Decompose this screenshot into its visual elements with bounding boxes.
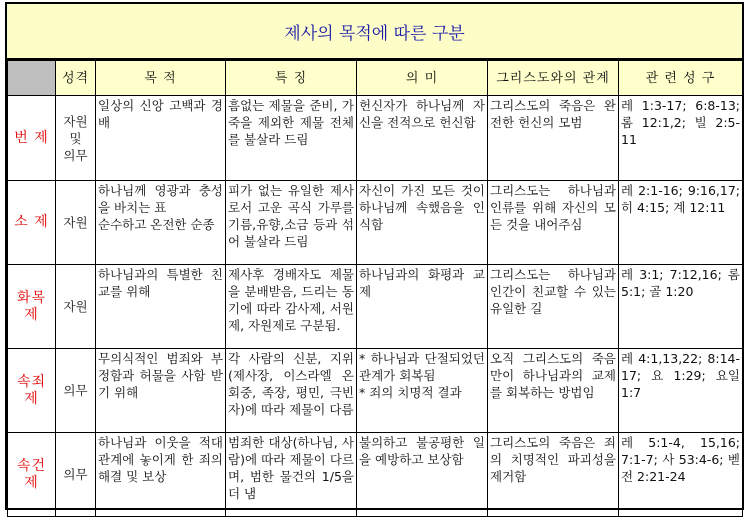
nature-cell: 자원 [56, 181, 96, 265]
nature-cell: 의무 [56, 349, 96, 433]
verses-cell: 레 2:1-16; 9:16,17; 히 4:15; 계 12:11 [619, 181, 743, 265]
page-title: 제사의 목적에 따른 구분 [7, 4, 742, 60]
purpose-cell: 하나님과의 특별한 친교를 위해 [96, 265, 226, 349]
purpose-cell: 무의식적인 범죄와 부정함과 허물을 사함 받기 위해 [96, 349, 226, 433]
christ-relation-cell: 그리스도는 하나님과 인간이 친교할 수 있는 유일한 길 [488, 265, 619, 349]
sacrifice-name: 속죄제 [8, 349, 56, 433]
table-row [8, 433, 743, 517]
sacrifice-name: 속건제 [8, 433, 56, 517]
nature-cell: 의무 [56, 433, 96, 517]
sacrifice-name: 화목제 [8, 265, 56, 349]
feature-cell: 범죄한 대상(하나님, 사람)에 따라 제물이 다르며, 범한 물건의 1/5을 더 냄 [226, 433, 357, 517]
meaning-cell: * 하나님과 단절되었던 관계가 회복됨 * 죄의 치명적 결과 [357, 349, 488, 433]
nature-cell: 자원 [56, 265, 96, 349]
table-row [8, 96, 743, 181]
meaning-cell: 자신이 가진 모든 것이 하나님께 속했음을 인식함 [357, 181, 488, 265]
verses-cell: 레 3:1; 7:12,16; 롬 5:1; 골 1:20 [619, 265, 743, 349]
purpose-cell: 일상의 신앙 고백과 경배 [96, 96, 226, 181]
sacrifice-name: 소 제 [8, 181, 56, 265]
purpose-cell: 하나님과 이웃을 적대관계에 놓이게 한 죄의 해결 및 보상 [96, 433, 226, 517]
sacrifice-table [7, 60, 743, 517]
header-corner-cell [8, 61, 56, 96]
header-purpose: 목 적 [96, 61, 226, 96]
christ-relation-cell: 그리스도의 죽음은 죄의 치명적인 파괴성을 제거함 [488, 433, 619, 517]
feature-cell: 제사후 경배자도 제물을 분배받음, 드리는 동기에 따라 감사제, 서원제, 자원제로 구분됨. [226, 265, 357, 349]
feature-cell: 흠없는 제물을 준비, 가죽을 제외한 제물 전체를 불살라 드림 [226, 96, 357, 181]
meaning-cell: 하나님과의 화평과 교제 [357, 265, 488, 349]
table-row [8, 181, 743, 265]
feature-cell: 각 사람의 신분, 지위(제사장, 이스라엘 온 회중, 족장, 평민, 극빈자)에 따라 제물이 다름 [226, 349, 357, 433]
verses-cell: 레 1:3-17; 6:8-13; 롬 12:1,2; 빌 2:5-11 [619, 96, 743, 181]
header-meaning: 의 미 [357, 61, 488, 96]
nature-cell: 자원 및 의무 [56, 96, 96, 181]
table-row [8, 265, 743, 349]
christ-relation-cell: 오직 그리스도의 죽음만이 하나님과의 교제를 회복하는 방법임 [488, 349, 619, 433]
sacrifice-name: 번 제 [8, 96, 56, 181]
sacrifice-table-sheet [5, 2, 744, 510]
verses-cell: 레 5:1-4, 15,16; 7:1-7; 사 53:4-6; 벧전 2:21-24 [619, 433, 743, 517]
table-row [8, 349, 743, 433]
purpose-cell: 하나님께 영광과 충성을 바치는 표 순수하고 온전한 순종 [96, 181, 226, 265]
meaning-cell: 헌신자가 하나님께 자신을 전적으로 헌신함 [357, 96, 488, 181]
christ-relation-cell: 그리스도의 죽음은 완전한 헌신의 모범 [488, 96, 619, 181]
header-nature: 성격 [56, 61, 96, 96]
header-verses: 관 련 성 구 [619, 61, 743, 96]
meaning-cell: 불의하고 불공평한 일을 예방하고 보상함 [357, 433, 488, 517]
header-feature: 특 징 [226, 61, 357, 96]
header-christ-relation: 그리스도와의 관계 [488, 61, 619, 96]
verses-cell: 레 4:1,13,22; 8:14-17; 요 1:29; 요일 1:7 [619, 349, 743, 433]
christ-relation-cell: 그리스도는 하나님과 인류를 위해 자신의 모든 것을 내어주심 [488, 181, 619, 265]
feature-cell: 피가 없는 유일한 제사로서 고운 곡식 가루를 기름,유향,소금 등과 섞어 불살라 드림 [226, 181, 357, 265]
header-row [8, 61, 743, 96]
